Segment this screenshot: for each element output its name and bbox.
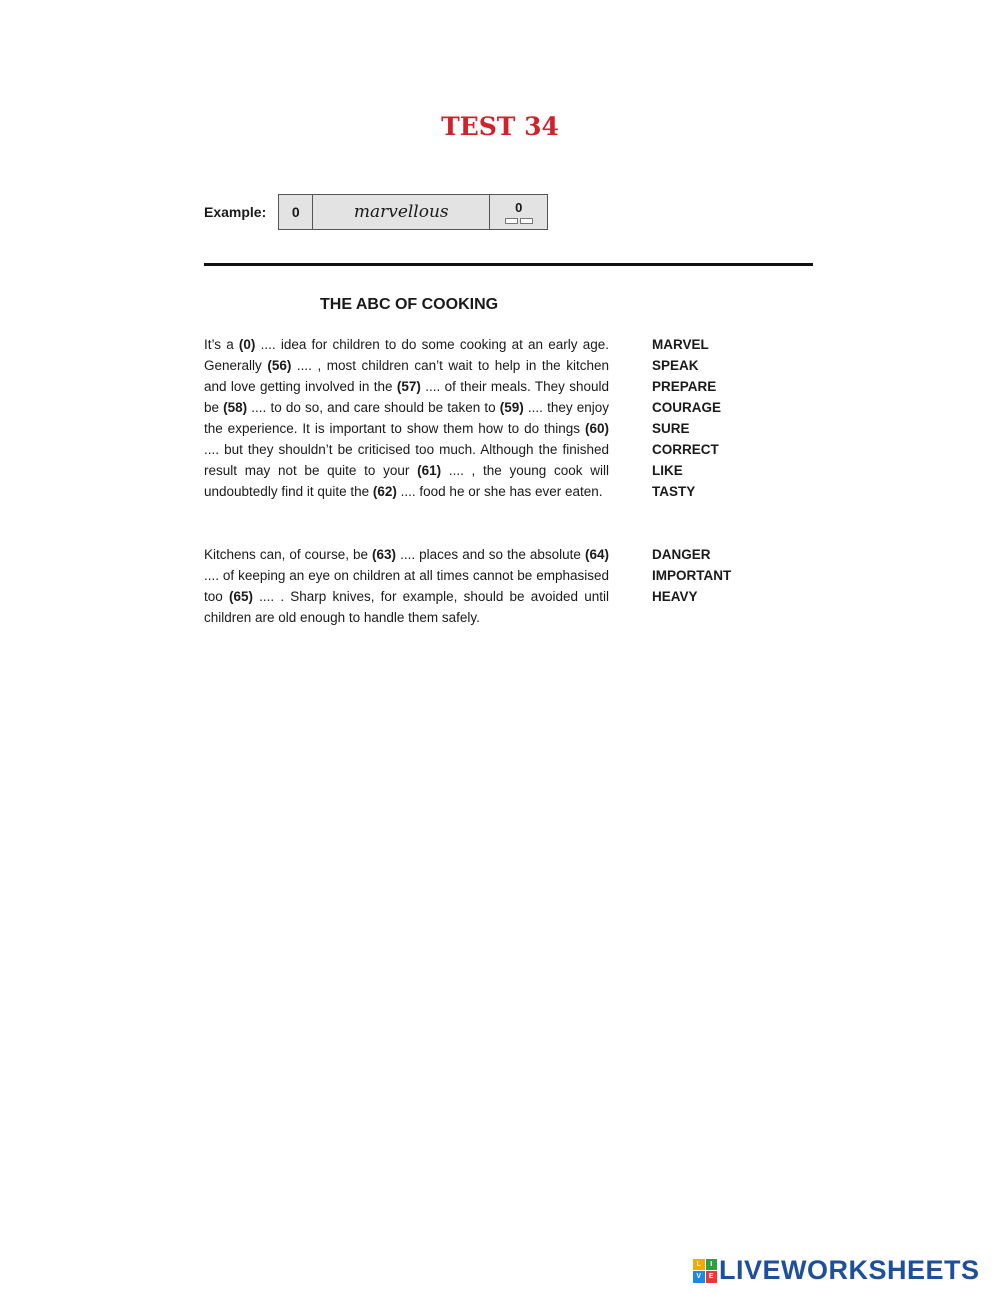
stem-word: DANGER [652, 547, 711, 562]
example-code: 0 [515, 200, 523, 215]
gap-number: (65) [228, 589, 253, 604]
paragraph-text: It’s a [204, 337, 239, 352]
word-list-2 [652, 544, 731, 607]
divider-rule [204, 263, 813, 266]
gap-number: (59) [499, 400, 524, 415]
paragraph-text: .... to do so, and care should be taken to [247, 400, 500, 415]
paragraph-text: .... idea for children to do some cooking at an early age. Generally [204, 337, 609, 373]
paragraph-text: .... of keeping an eye on children at all times cannot be emphasised too [204, 568, 609, 604]
stem-word: LIKE [652, 463, 683, 478]
paragraph-2 [204, 544, 609, 628]
answer-marks-icon [505, 218, 533, 224]
example-answer: marvellous [313, 195, 490, 229]
stem-word: IMPORTANT [652, 568, 732, 583]
gap-number: (63) [372, 547, 397, 562]
stem-word: CORRECT [652, 442, 719, 457]
example-row [204, 194, 548, 230]
logo-icon-tile: I [706, 1259, 718, 1271]
gap-number: (58) [223, 400, 248, 415]
paragraph-text: .... they enjoy the experience. It is important to show them how to do things [204, 400, 609, 436]
paragraph-text: .... food he or she has ever eaten. [396, 484, 603, 499]
stem-word: COURAGE [652, 400, 722, 415]
stem-word: PREPARE [652, 379, 717, 394]
logo-icon-tile: V [693, 1271, 705, 1283]
example-answer-box [278, 194, 548, 230]
stem-word: SURE [652, 421, 690, 436]
liveworksheets-logo[interactable] [693, 1255, 980, 1286]
paragraph-text: .... of their meals. They should be [204, 379, 609, 415]
gap-number: (0) [238, 337, 256, 352]
logo-icon [693, 1259, 717, 1283]
stem-word: MARVEL [652, 337, 709, 352]
stem-word: SPEAK [652, 358, 699, 373]
paragraph-text: .... . Sharp knives, for example, should be avoided until children are old enough to handle them safely. [204, 589, 609, 625]
paragraph-text: .... , the young cook will undoubtedly find it quite the [204, 463, 609, 499]
stem-word: TASTY [652, 484, 696, 499]
paragraph-text: Kitchens can, of course, be [204, 547, 373, 562]
gap-number: (61) [417, 463, 442, 478]
paragraph-1 [204, 334, 609, 502]
logo-text: LIVEWORKSHEETS [719, 1255, 980, 1285]
page-title: TEST 34 [441, 112, 559, 141]
gap-number: (64) [584, 547, 609, 562]
logo-icon-tile: E [706, 1271, 718, 1283]
stem-word: HEAVY [652, 589, 698, 604]
logo-icon-tile: L [693, 1259, 705, 1271]
gap-number: (57) [396, 379, 421, 394]
gap-number: (60) [584, 421, 609, 436]
paragraph-text: .... places and so the absolute [396, 547, 585, 562]
gap-number: (62) [372, 484, 397, 499]
gap-number: (56) [267, 358, 292, 373]
example-number: 0 [279, 195, 313, 229]
paragraph-text: .... but they shouldn’t be criticised too much. Although the finished result may not be quite to your [204, 442, 609, 478]
example-label: Example: [204, 204, 267, 220]
example-code-cell [490, 195, 547, 229]
paragraph-text: .... , most children can’t wait to help in the kitchen and love getting involved in the [204, 358, 609, 394]
word-list-1 [652, 334, 721, 502]
text-heading: THE ABC OF COOKING [320, 296, 499, 313]
